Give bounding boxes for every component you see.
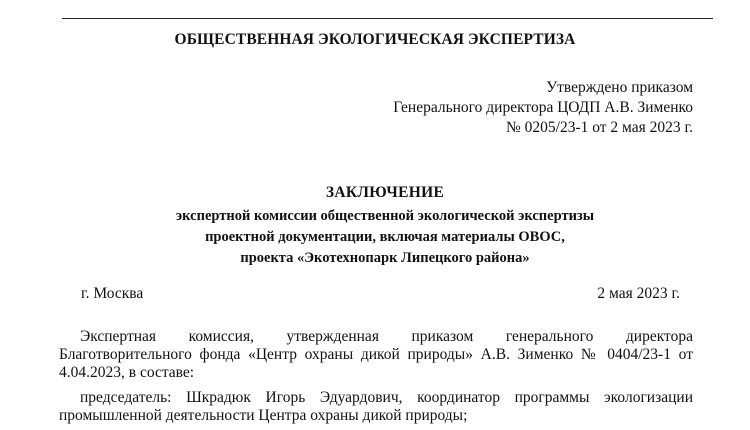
place-text: г. Москва [81,285,144,302]
approval-block [393,78,693,138]
conclusion-title: ЗАКЛЮЧЕНИЕ [325,184,445,201]
paragraph-commission-line-2: Благотворительного фонда «Центр охраны дикой природы» А.В. Зименко № 0404/23-1 от [59,346,693,363]
paragraph-commission [59,328,693,382]
paragraph-chairman-line-1: председатель: Шкрадюк Игорь Эдуардович, координатор программы экологизации [80,389,693,406]
approval-line-3: № 0205/23-1 от 2 мая 2023 г. [505,119,693,136]
approval-line-1: Утверждено приказом [546,79,693,96]
paragraph-chairman [59,389,693,425]
paragraph-chairman-line-2: промышленной деятельности Центра охраны дикой природы; [59,407,468,424]
header-title: ОБЩЕСТВЕННАЯ ЭКОЛОГИЧЕСКАЯ ЭКСПЕРТИЗА [174,31,576,48]
header-rule [62,18,713,19]
paragraph-commission-line-3: 4.04.2023, в составе: [59,364,195,381]
paragraph-commission-line-1: Экспертная комиссия, утвержденная приказом генерального директора [80,328,693,345]
date-text: 2 мая 2023 г. [597,285,680,302]
conclusion-line-2: проектной документации, включая материалы ОВОС, [205,229,565,245]
approval-line-2: Генерального директора ЦОДП А.В. Зименко [393,99,693,116]
conclusion-heading [0,182,750,269]
conclusion-line-3: проекта «Экотехнопарк Липецкого района» [240,250,530,266]
conclusion-line-1: экспертной комиссии общественной экологической экспертизы [175,208,595,224]
